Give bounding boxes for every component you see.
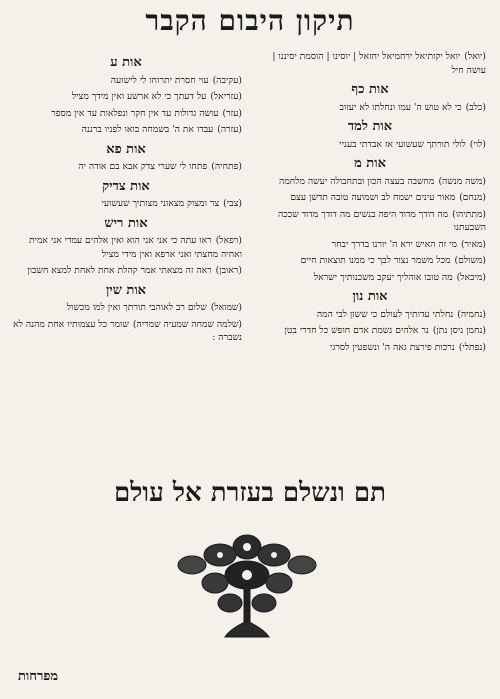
closing-line: תם ונשלם בעזרת אל עולם bbox=[114, 478, 386, 508]
name-label: (עזריאל) bbox=[210, 91, 242, 102]
verse-text: מי זה האיש ירא ה' יורנו בדרך יבחר bbox=[331, 238, 457, 250]
verse-entry bbox=[254, 308, 486, 322]
verse-text: מכל משמר נצור לבך כי ממנו תוצאות חיים bbox=[300, 255, 451, 266]
name-label: (שמואל) bbox=[210, 302, 242, 313]
floral-vignette-icon bbox=[170, 525, 325, 640]
verse-entry bbox=[254, 191, 486, 205]
right-column bbox=[254, 50, 486, 357]
verse-text: כי לא טוש ה' עמו ונחלתו לא יעזוב bbox=[339, 101, 462, 113]
verse-entry bbox=[10, 74, 242, 88]
name-label: (נחמיה) bbox=[457, 308, 486, 320]
verse-text: לולי תורתך שעשועי אז אבדתי בעניי bbox=[339, 138, 466, 150]
name-label: (שלמה שמחה שמעיה שמריה) bbox=[132, 318, 242, 330]
name-label: (פתחיה) bbox=[211, 161, 242, 172]
name-label: (לוי) bbox=[469, 138, 486, 150]
verse-entry bbox=[10, 197, 242, 211]
verse-entry bbox=[254, 238, 486, 252]
section-heading: אות מ bbox=[354, 156, 386, 171]
name-label: (מאיר) bbox=[460, 238, 486, 250]
name-label: (עזר) bbox=[222, 107, 242, 119]
name-label: (נחמן ניסן נתן) bbox=[432, 325, 486, 336]
name-label: (יואל) bbox=[464, 51, 486, 62]
name-label: (מתתיהו) bbox=[452, 208, 486, 220]
verse-entry bbox=[254, 254, 486, 268]
section-heading: אות כף bbox=[351, 82, 389, 97]
verse-entry bbox=[254, 208, 486, 235]
verse-text: ראו עתה כי אני אני הוא ואין אלהים עמדי אני אמית ואחיה מחצתי ואני ארפא ואין מידי מציל bbox=[28, 235, 242, 260]
verse-text: נרכות פירצת גאה ה' ונשפטין לסרגי bbox=[329, 341, 455, 353]
name-label: (כלב) bbox=[465, 101, 486, 113]
verse-entry bbox=[10, 301, 242, 315]
verse-entry bbox=[254, 138, 486, 152]
verse-entry bbox=[10, 107, 242, 121]
section-heading: אות נון bbox=[352, 289, 388, 304]
catchword: מפרחות bbox=[18, 669, 59, 684]
verse-entry bbox=[10, 160, 242, 174]
name-label: (מיכאל) bbox=[456, 271, 486, 283]
verse-text: עוי חסרת יתרוחו לי לישועה bbox=[110, 74, 209, 86]
verse-text: על דעתך כי לא ארשע ואין מידך מציל bbox=[71, 91, 207, 102]
verse-text: נחלתי עדותיך לעולם כי ששון לבי המה bbox=[316, 308, 454, 320]
verse-text: פתחו לי שערי צדק אבא בם אודה יה bbox=[78, 161, 208, 172]
left-column bbox=[10, 50, 242, 348]
section-heading: אות צדיק bbox=[102, 178, 150, 194]
verse-text: יואל יקותיאל ירחמיאל יחזאל | יוסינו | הוסמת יסיננו | עושה חיל bbox=[272, 51, 486, 76]
name-label: (משה מנשה) bbox=[438, 175, 486, 187]
section-heading: אות ריש bbox=[104, 215, 148, 231]
name-label: (עקיבה) bbox=[212, 74, 242, 86]
name-label: (צבי) bbox=[223, 198, 242, 209]
verse-text: שומר כל עצמותיו אחת מהנה לא נשברה : bbox=[13, 318, 242, 343]
name-label: (עזרה) bbox=[217, 124, 242, 135]
verse-entry bbox=[10, 90, 242, 104]
section-heading: אות למד bbox=[347, 119, 393, 134]
verse-text: עושה גדולות עד אין חקר ונפלאות עד אין מספר bbox=[51, 107, 219, 119]
verse-entry bbox=[10, 264, 242, 278]
verse-entry bbox=[254, 175, 486, 189]
verse-entry bbox=[10, 123, 242, 137]
name-label: (רפאל) bbox=[215, 235, 242, 246]
verse-entry bbox=[10, 318, 242, 345]
verse-entry bbox=[254, 101, 486, 115]
verse-text: ראה זה מצאתי אמר קהלת אחת לאחת למצא חשבון bbox=[27, 265, 212, 276]
verse-entry bbox=[254, 271, 486, 285]
verse-text: שלום רב לאוהבי תורתך ואין למו מכשול bbox=[66, 302, 207, 313]
verse-text: עבדו את ה' בשמחה בואו לפניו ברננה bbox=[81, 124, 214, 135]
page-title: תיקון היבום הקבר bbox=[145, 4, 355, 37]
verse-text: נר אלהים נשמת אדם חופש כל חדרי בטן bbox=[284, 325, 429, 336]
verse-text: מאור עינים ישמח לב ושמועה טובה תדשן עצם bbox=[290, 192, 456, 203]
name-label: (מנחם) bbox=[459, 192, 486, 203]
verse-text: צר ומצוק מצאוני מצותיך שעשועי bbox=[101, 198, 220, 209]
verse-text: מחשבה בעצה הכון ובתחבולה יעשה מלחמה bbox=[279, 175, 435, 187]
name-label: (משולם) bbox=[454, 255, 486, 266]
name-label: (ראובן) bbox=[215, 265, 242, 276]
section-heading: אות פא bbox=[106, 141, 146, 157]
name-label: (נפתלי) bbox=[458, 341, 486, 353]
verse-entry bbox=[10, 234, 242, 261]
verse-entry bbox=[254, 341, 486, 355]
verse-text: מה דודך מדוד היפה בנשים מה דודך מדוד שככה השבעתנו bbox=[278, 208, 486, 233]
verse-text: מה טובו אוהליך יעקב משכנותיך ישראל bbox=[313, 271, 453, 283]
section-heading: אות שין bbox=[105, 282, 147, 298]
verse-entry bbox=[254, 50, 486, 77]
section-heading: אות ע bbox=[110, 55, 142, 70]
verse-entry bbox=[254, 324, 486, 338]
